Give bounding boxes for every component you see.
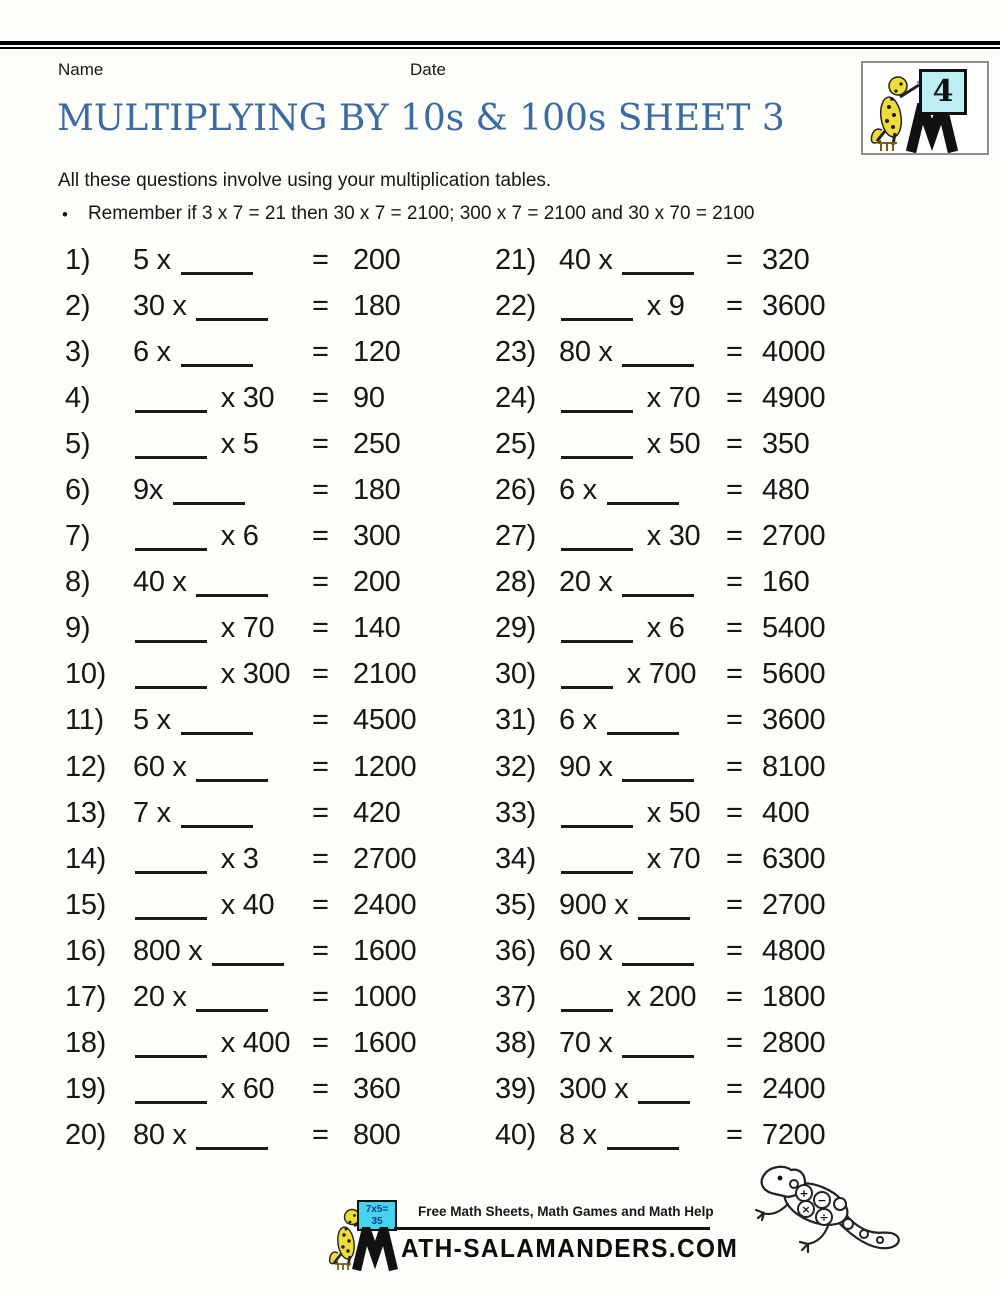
footer-board-line2: 35 <box>371 1215 383 1227</box>
problem-answer: 4900 <box>762 381 826 414</box>
problem-expression: 6 x <box>559 474 726 507</box>
equals-sign: = <box>312 1027 329 1060</box>
problem-number: 33) <box>495 796 537 829</box>
equals-sign: = <box>312 981 329 1014</box>
answer-blank <box>622 590 694 597</box>
problem-answer: 140 <box>353 612 401 645</box>
problem-row <box>65 421 490 467</box>
problem-expression: x 700 <box>559 658 726 691</box>
problem-number: 8) <box>65 566 91 599</box>
equals-sign: = <box>726 750 743 783</box>
problem-expression: x 70 <box>559 843 726 876</box>
math-gecko-icon <box>742 1160 912 1272</box>
equals-sign: = <box>312 888 329 921</box>
problem-row <box>495 652 965 698</box>
footer-wordmark: ATH-SALAMANDERS.COM <box>401 1233 739 1263</box>
problem-expression: 30 x <box>133 290 312 323</box>
problem-expression: 7 x <box>133 797 312 830</box>
problem-row <box>495 975 965 1021</box>
equals-sign: = <box>726 1073 743 1106</box>
answer-blank <box>561 1005 613 1012</box>
problem-row <box>65 467 490 513</box>
problem-answer: 200 <box>353 566 401 599</box>
equals-sign: = <box>726 335 743 368</box>
problem-number: 20) <box>65 1119 107 1152</box>
problem-expression: x 300 <box>133 658 312 691</box>
answer-blank <box>561 821 633 828</box>
answer-blank <box>181 268 253 275</box>
equals-sign: = <box>726 796 743 829</box>
answer-blank <box>196 1005 268 1012</box>
problem-expression: 40 x <box>559 244 726 277</box>
problem-row <box>65 975 490 1021</box>
problem-number: 4) <box>65 381 91 414</box>
bullet-dot: • <box>62 205 68 224</box>
problem-number: 31) <box>495 704 537 737</box>
problem-answer: 1600 <box>353 934 417 967</box>
svg-text:+: + <box>799 1187 809 1200</box>
problem-answer: 5600 <box>762 658 826 691</box>
problem-number: 32) <box>495 750 537 783</box>
problem-row <box>495 698 965 744</box>
problem-number: 21) <box>495 243 537 276</box>
equals-sign: = <box>726 842 743 875</box>
problem-row <box>495 928 965 974</box>
problem-number: 30) <box>495 658 537 691</box>
problem-answer: 8100 <box>762 750 826 783</box>
problem-answer: 2700 <box>762 520 826 553</box>
problem-number: 1) <box>65 243 91 276</box>
problem-row <box>495 1021 965 1067</box>
problem-row <box>495 836 965 882</box>
reminder-line <box>62 203 754 227</box>
problem-answer: 4500 <box>353 704 417 737</box>
problem-number: 14) <box>65 842 107 875</box>
answer-blank <box>135 636 207 643</box>
problem-expression: 5 x <box>133 244 312 277</box>
problems-column-right <box>495 237 965 1159</box>
problem-expression: x 6 <box>559 612 726 645</box>
answer-blank <box>622 268 694 275</box>
answer-blank <box>622 959 694 966</box>
problem-expression: x 50 <box>559 428 726 461</box>
problem-number: 2) <box>65 289 91 322</box>
problem-answer: 2400 <box>762 1073 826 1106</box>
reminder-text: Remember if 3 x 7 = 21 then 30 x 7 = 2100; 300 x 7 = 2100 and 30 x 70 = 2100 <box>87 203 755 224</box>
problem-answer: 160 <box>762 566 810 599</box>
problem-row <box>65 790 490 836</box>
problem-answer: 420 <box>353 796 401 829</box>
page-title: MULTIPLYING BY 10s & 100s SHEET 3 <box>57 98 785 139</box>
problem-row <box>495 744 965 790</box>
answer-blank <box>135 913 207 920</box>
problem-row <box>65 606 490 652</box>
answer-blank <box>561 682 613 689</box>
problem-expression: 800 x <box>133 935 312 968</box>
svg-text:÷: ÷ <box>819 1211 829 1224</box>
problem-row <box>65 882 490 928</box>
answer-blank <box>181 728 253 735</box>
equals-sign: = <box>312 474 329 507</box>
answer-blank <box>607 498 679 505</box>
equals-sign: = <box>726 474 743 507</box>
problem-expression: 80 x <box>559 336 726 369</box>
problem-number: 9) <box>65 612 91 645</box>
answer-blank <box>561 406 633 413</box>
problem-expression: 20 x <box>133 981 312 1014</box>
equals-sign: = <box>726 1119 743 1152</box>
problem-answer: 6300 <box>762 842 826 875</box>
equals-sign: = <box>312 842 329 875</box>
answer-blank <box>135 544 207 551</box>
problem-row <box>65 283 490 329</box>
answer-blank <box>638 1097 690 1104</box>
answer-blank <box>622 360 694 367</box>
answer-blank <box>135 406 207 413</box>
answer-blank <box>561 544 633 551</box>
equals-sign: = <box>312 335 329 368</box>
top-rule-thick <box>0 41 1000 45</box>
answer-blank <box>181 821 253 828</box>
problem-expression: x 400 <box>133 1027 312 1060</box>
problem-answer: 2700 <box>353 842 417 875</box>
problem-number: 19) <box>65 1073 107 1106</box>
grade-number: 4 <box>932 74 954 109</box>
answer-blank <box>135 867 207 874</box>
problem-number: 6) <box>65 474 91 507</box>
problem-expression: 40 x <box>133 566 312 599</box>
equals-sign: = <box>312 750 329 783</box>
intro-text: All these questions involve using your multiplication tables. <box>58 170 552 191</box>
problem-row <box>495 1067 965 1113</box>
problem-row <box>495 283 965 329</box>
problem-number: 27) <box>495 520 537 553</box>
problem-number: 24) <box>495 381 537 414</box>
problem-number: 3) <box>65 335 91 368</box>
equals-sign: = <box>312 934 329 967</box>
problem-row <box>65 928 490 974</box>
problem-row <box>65 744 490 790</box>
problem-answer: 200 <box>353 243 401 276</box>
answer-blank <box>561 314 633 321</box>
equals-sign: = <box>726 612 743 645</box>
equals-sign: = <box>726 704 743 737</box>
problem-answer: 5400 <box>762 612 826 645</box>
problem-expression: x 70 <box>133 612 312 645</box>
problem-expression: x 200 <box>559 981 726 1014</box>
problem-expression: 70 x <box>559 1027 726 1060</box>
answer-blank <box>607 728 679 735</box>
problem-row <box>495 421 965 467</box>
problem-expression: 9x <box>133 474 312 507</box>
equals-sign: = <box>726 566 743 599</box>
problem-row <box>65 1021 490 1067</box>
equals-sign: = <box>312 1073 329 1106</box>
problem-row <box>65 698 490 744</box>
svg-text:×: × <box>801 1203 811 1216</box>
problem-row <box>495 790 965 836</box>
equals-sign: = <box>726 381 743 414</box>
problem-expression: 8 x <box>559 1119 726 1152</box>
answer-blank <box>561 636 633 643</box>
answer-blank <box>607 1143 679 1150</box>
problem-answer: 2800 <box>762 1027 826 1060</box>
equals-sign: = <box>726 934 743 967</box>
problem-answer: 480 <box>762 474 810 507</box>
problem-row <box>65 1113 490 1159</box>
answer-blank <box>196 1143 268 1150</box>
equals-sign: = <box>312 566 329 599</box>
problem-row <box>495 560 965 606</box>
name-field-label: Name <box>58 60 104 79</box>
problems-column-left <box>65 237 490 1159</box>
problem-number: 39) <box>495 1073 537 1106</box>
problem-row <box>495 882 965 928</box>
top-rule-thin <box>0 47 1000 49</box>
problem-expression: x 30 <box>133 382 312 415</box>
answer-blank <box>135 1051 207 1058</box>
problem-answer: 7200 <box>762 1119 826 1152</box>
problem-answer: 90 <box>353 381 385 414</box>
problem-row <box>65 237 490 283</box>
problem-expression: 20 x <box>559 566 726 599</box>
problem-answer: 4000 <box>762 335 826 368</box>
problem-answer: 3600 <box>762 704 826 737</box>
answer-blank <box>135 1097 207 1104</box>
problem-number: 38) <box>495 1027 537 1060</box>
answer-blank <box>196 775 268 782</box>
problem-number: 13) <box>65 796 107 829</box>
problem-answer: 400 <box>762 796 810 829</box>
problem-number: 7) <box>65 520 91 553</box>
problem-number: 34) <box>495 842 537 875</box>
problem-number: 26) <box>495 474 537 507</box>
math-salamanders-corner-logo <box>861 61 989 155</box>
problem-row <box>495 606 965 652</box>
problem-expression: 90 x <box>559 751 726 784</box>
problem-number: 29) <box>495 612 537 645</box>
equals-sign: = <box>312 612 329 645</box>
problem-answer: 300 <box>353 520 401 553</box>
problem-row <box>65 329 490 375</box>
problem-expression: 300 x <box>559 1073 726 1106</box>
problem-answer: 250 <box>353 427 401 460</box>
answer-blank <box>638 913 690 920</box>
equals-sign: = <box>726 658 743 691</box>
problem-row <box>65 514 490 560</box>
problem-number: 22) <box>495 289 537 322</box>
problem-answer: 1200 <box>353 750 417 783</box>
answer-blank <box>561 867 633 874</box>
problem-expression: 6 x <box>133 336 312 369</box>
problem-answer: 1000 <box>353 981 417 1014</box>
problem-expression: 900 x <box>559 889 726 922</box>
problem-answer: 320 <box>762 243 810 276</box>
problem-number: 17) <box>65 981 107 1014</box>
problem-answer: 180 <box>353 474 401 507</box>
problem-number: 23) <box>495 335 537 368</box>
answer-blank <box>622 775 694 782</box>
equals-sign: = <box>726 520 743 553</box>
svg-text:−: − <box>817 1194 827 1207</box>
grade-number-board <box>919 69 967 115</box>
problem-number: 12) <box>65 750 107 783</box>
problem-number: 25) <box>495 427 537 460</box>
answer-blank <box>622 1051 694 1058</box>
equals-sign: = <box>726 888 743 921</box>
problem-expression: x 5 <box>133 428 312 461</box>
problem-answer: 2100 <box>353 658 417 691</box>
answer-blank <box>135 682 207 689</box>
problem-expression: 60 x <box>133 751 312 784</box>
problem-number: 40) <box>495 1119 537 1152</box>
equals-sign: = <box>312 796 329 829</box>
problem-answer: 2400 <box>353 888 417 921</box>
problem-expression: 6 x <box>559 704 726 737</box>
equals-sign: = <box>726 289 743 322</box>
problem-expression: x 9 <box>559 290 726 323</box>
footer-board-line1: 7x5= <box>365 1204 389 1215</box>
answer-blank <box>135 452 207 459</box>
problem-row <box>65 652 490 698</box>
equals-sign: = <box>312 520 329 553</box>
problem-row <box>495 237 965 283</box>
answer-blank <box>561 452 633 459</box>
footer-logo-m-icon <box>349 1227 401 1271</box>
problem-number: 18) <box>65 1027 107 1060</box>
problem-answer: 350 <box>762 427 810 460</box>
problem-row <box>495 375 965 421</box>
equals-sign: = <box>312 704 329 737</box>
equals-sign: = <box>312 289 329 322</box>
equals-sign: = <box>312 381 329 414</box>
problem-row <box>65 375 490 421</box>
equals-sign: = <box>726 243 743 276</box>
equals-sign: = <box>726 427 743 460</box>
problem-row <box>65 836 490 882</box>
problem-row <box>495 514 965 560</box>
problem-row <box>495 467 965 513</box>
problem-answer: 1800 <box>762 981 826 1014</box>
problem-expression: 60 x <box>559 935 726 968</box>
problem-row <box>65 560 490 606</box>
problem-number: 5) <box>65 427 91 460</box>
date-field-label: Date <box>410 60 446 79</box>
footer-tagline: Free Math Sheets, Math Games and Math Help <box>418 1204 714 1219</box>
problem-number: 16) <box>65 934 107 967</box>
equals-sign: = <box>726 1027 743 1060</box>
answer-blank <box>196 314 268 321</box>
answer-blank <box>196 590 268 597</box>
problem-number: 37) <box>495 981 537 1014</box>
problem-answer: 800 <box>353 1119 401 1152</box>
footer-rule <box>394 1227 710 1230</box>
answer-blank <box>212 959 284 966</box>
problem-number: 36) <box>495 934 537 967</box>
problem-answer: 1600 <box>353 1027 417 1060</box>
problem-number: 15) <box>65 888 107 921</box>
problem-answer: 4800 <box>762 934 826 967</box>
equals-sign: = <box>312 427 329 460</box>
problem-expression: 5 x <box>133 704 312 737</box>
problem-number: 35) <box>495 888 537 921</box>
problem-row <box>65 1067 490 1113</box>
problem-answer: 2700 <box>762 888 826 921</box>
problem-expression: x 6 <box>133 520 312 553</box>
answer-blank <box>181 360 253 367</box>
equals-sign: = <box>312 658 329 691</box>
problem-expression: x 70 <box>559 382 726 415</box>
problem-number: 10) <box>65 658 107 691</box>
problem-number: 11) <box>65 704 104 737</box>
equals-sign: = <box>312 1119 329 1152</box>
problem-expression: 80 x <box>133 1119 312 1152</box>
problem-expression: x 60 <box>133 1073 312 1106</box>
answer-blank <box>173 498 245 505</box>
problem-answer: 120 <box>353 335 401 368</box>
problem-expression: x 40 <box>133 889 312 922</box>
problem-expression: x 50 <box>559 797 726 830</box>
problem-row <box>495 1113 965 1159</box>
problem-number: 28) <box>495 566 537 599</box>
problem-row <box>495 329 965 375</box>
problem-expression: x 3 <box>133 843 312 876</box>
problem-answer: 3600 <box>762 289 826 322</box>
problem-expression: x 30 <box>559 520 726 553</box>
problem-answer: 360 <box>353 1073 401 1106</box>
equals-sign: = <box>312 243 329 276</box>
equals-sign: = <box>726 981 743 1014</box>
problem-answer: 180 <box>353 289 401 322</box>
